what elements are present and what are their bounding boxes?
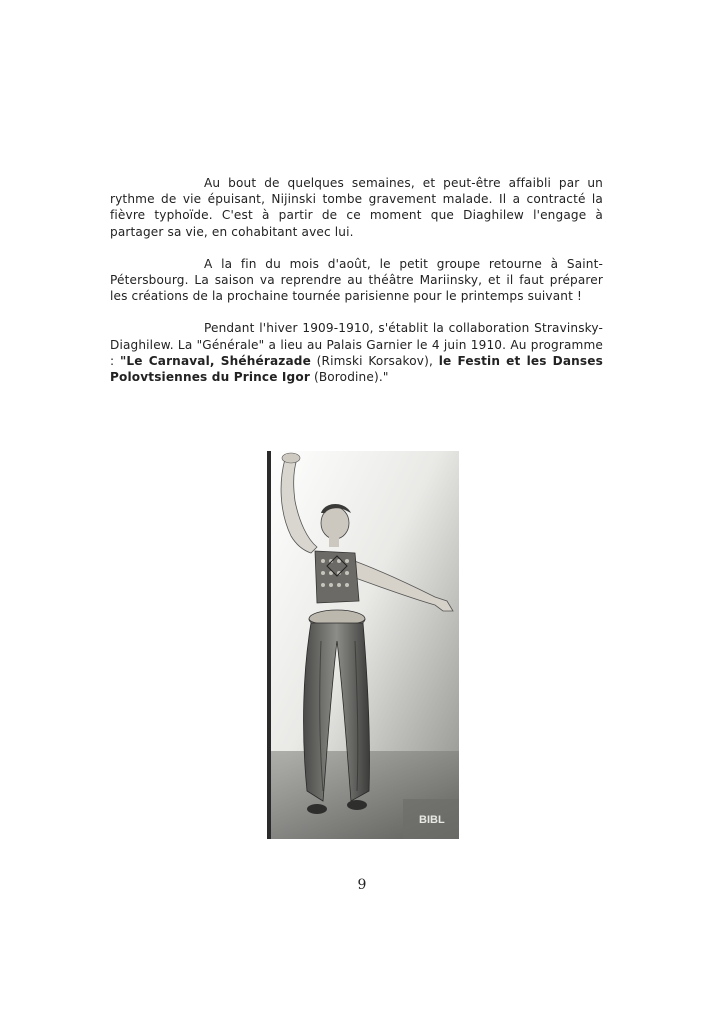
title-sheherazade: Shéhérazade	[220, 353, 311, 368]
title-festin-prince-igor: le Festin et les Danses Polovtsiennes du Prince Igor	[110, 353, 603, 385]
composer-borodine: (Borodine)."	[309, 370, 389, 385]
dancer-photo-illustration	[267, 451, 459, 839]
paragraph-3-intro: Pendant l'hiver 1909-1910, s'établit la collaboration Stravinsky-Diaghilew. La "Générale" a lieu au Palais Garnier le 4 juin 1910. Au programme :	[110, 321, 603, 368]
body-text	[110, 175, 603, 385]
paragraph-3	[110, 320, 603, 385]
dancer-photograph	[267, 451, 459, 839]
composer-rimski: (Rimski Korsakov),	[310, 353, 439, 368]
paragraph-2: A la fin du mois d'août, le petit groupe retourne à Saint-Pétersbourg. La saison va reprendre au théâtre Mariinsky, et il faut préparer les créations de la prochaine tournée parisienne pour le printemps suivant !	[110, 256, 603, 304]
paragraph-1: Au bout de quelques semaines, et peut-être affaibli par un rythme de vie épuisant, Nijinski tombe gravement malade. Il a contracté la fièvre typhoïde. C'est à partir de ce moment que Diaghilew l'engage à partager sa vie, en cohabitant avec lui.	[110, 176, 603, 239]
photo-stamp-text: BIBL	[419, 814, 445, 826]
title-carnaval: "Le Carnaval,	[119, 353, 221, 368]
page-number: 9	[357, 877, 367, 893]
